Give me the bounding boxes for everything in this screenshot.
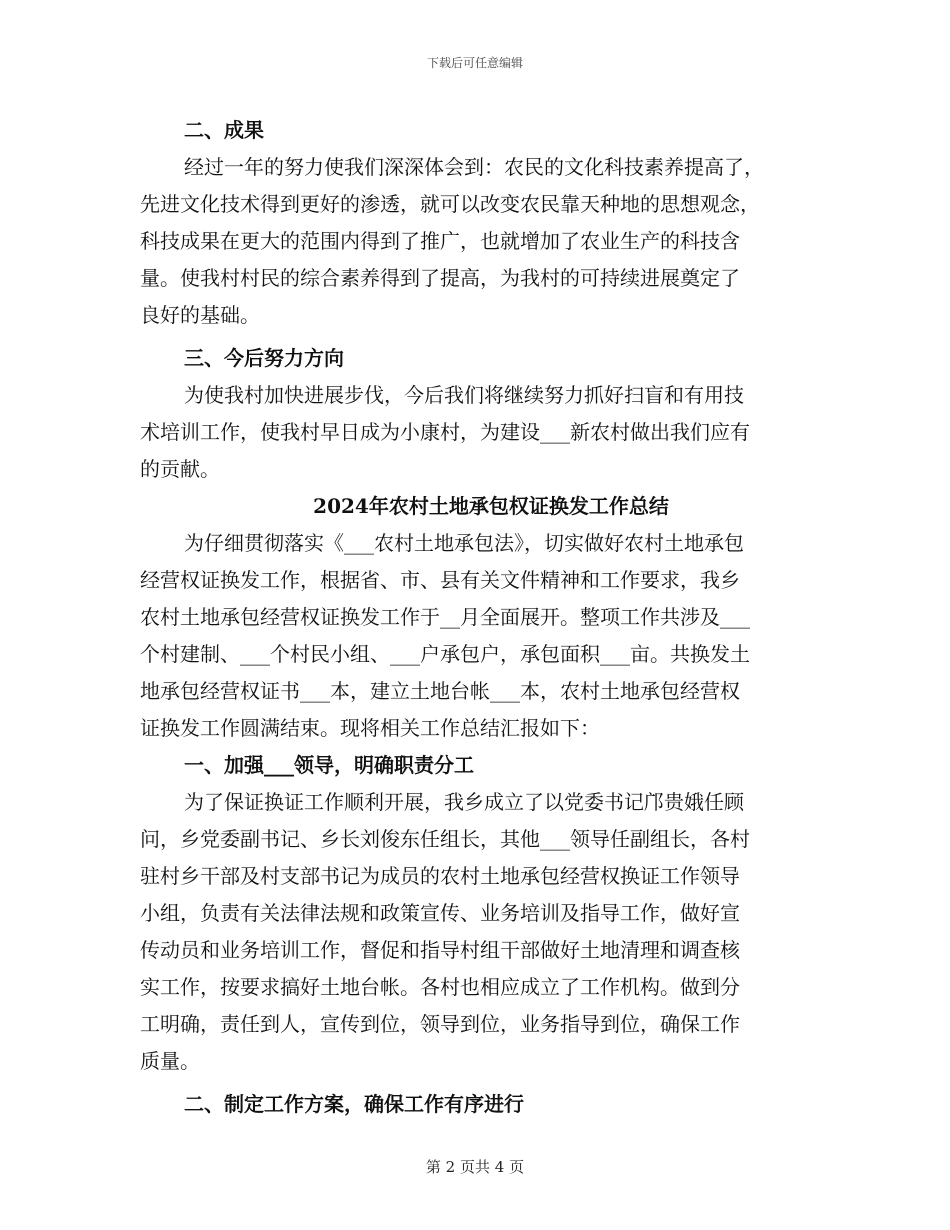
document-body <box>140 112 812 1123</box>
paragraph-line: 证换发工作圆满结束。现将相关工作总结汇报如下： <box>140 716 600 740</box>
paragraph-line: 经过一年的努力使我们深深体会到：农民的文化科技素养提高了， <box>184 155 764 179</box>
paragraph-line: 量。使我村村民的综合素养得到了提高，为我村的可持续进展奠定了 <box>140 266 740 290</box>
paragraph-line: 质量。 <box>140 1049 200 1073</box>
paragraph-line: 为使我村加快进展步伐，今后我们将继续努力抓好扫盲和有用技 <box>184 383 744 407</box>
report-title: 2024年农村土地承包权证换发工作总结 <box>313 494 669 518</box>
paragraph-line: 为仔细贯彻落实《___农村土地承包法》，切实做好农村土地承包 <box>184 531 744 555</box>
paragraph-line: 实工作，按要求搞好土地台帐。各村也相应成立了工作机构。做到分 <box>140 975 740 999</box>
paragraph-line: 驻村乡干部及村支部书记为成员的农村土地承包经营权换证工作领导 <box>140 864 740 888</box>
section-heading-leadership: 一、加强___领导，明确职责分工 <box>184 753 474 777</box>
paragraph-line: 良好的基础。 <box>140 303 260 327</box>
paragraph-line: 传动员和业务培训工作，督促和指导村组干部做好土地清理和调查核 <box>140 938 740 962</box>
section-heading-work-plan: 二、制定工作方案，确保工作有序进行 <box>184 1092 524 1116</box>
paragraph-line: 农村土地承包经营权证换发工作于__月全面展开。整项工作共涉及___ <box>140 605 750 629</box>
section-heading-results: 二、成果 <box>184 118 264 142</box>
section-heading-future-direction: 三、今后努力方向 <box>184 346 344 370</box>
paragraph-line: 为了保证换证工作顺利开展，我乡成立了以党委书记邝贵娥任顾 <box>184 790 744 814</box>
paragraph-line: 的贡献。 <box>140 457 220 481</box>
paragraph-line: 工明确，责任到人，宣传到位，领导到位，业务指导到位，确保工作 <box>140 1012 740 1036</box>
paragraph-line: 经营权证换发工作，根据省、市、县有关文件精神和工作要求，我乡 <box>140 568 740 592</box>
page-header-note: 下载后可任意编辑 <box>426 56 523 70</box>
paragraph-line: 问，乡党委副书记、乡长刘俊东任组长，其他___领导任副组长，各村 <box>140 827 750 851</box>
paragraph-line: 科技成果在更大的范围内得到了推广，也就增加了农业生产的科技含 <box>140 229 740 253</box>
page-footer-number: 第 2 页共 4 页 <box>425 1158 525 1176</box>
paragraph-line: 先进文化技术得到更好的渗透，就可以改变农民靠天种地的思想观念， <box>140 192 760 216</box>
paragraph-line: 术培训工作，使我村早日成为小康村，为建设___新农村做出我们应有 <box>140 420 750 444</box>
paragraph-line: 地承包经营权证书___本，建立土地台帐___本，农村土地承包经营权 <box>140 679 740 703</box>
paragraph-line: 小组，负责有关法律法规和政策宣传、业务培训及指导工作，做好宣 <box>140 901 740 925</box>
paragraph-line: 个村建制、___个村民小组、___户承包户，承包面积___亩。共换发土 <box>140 642 750 666</box>
